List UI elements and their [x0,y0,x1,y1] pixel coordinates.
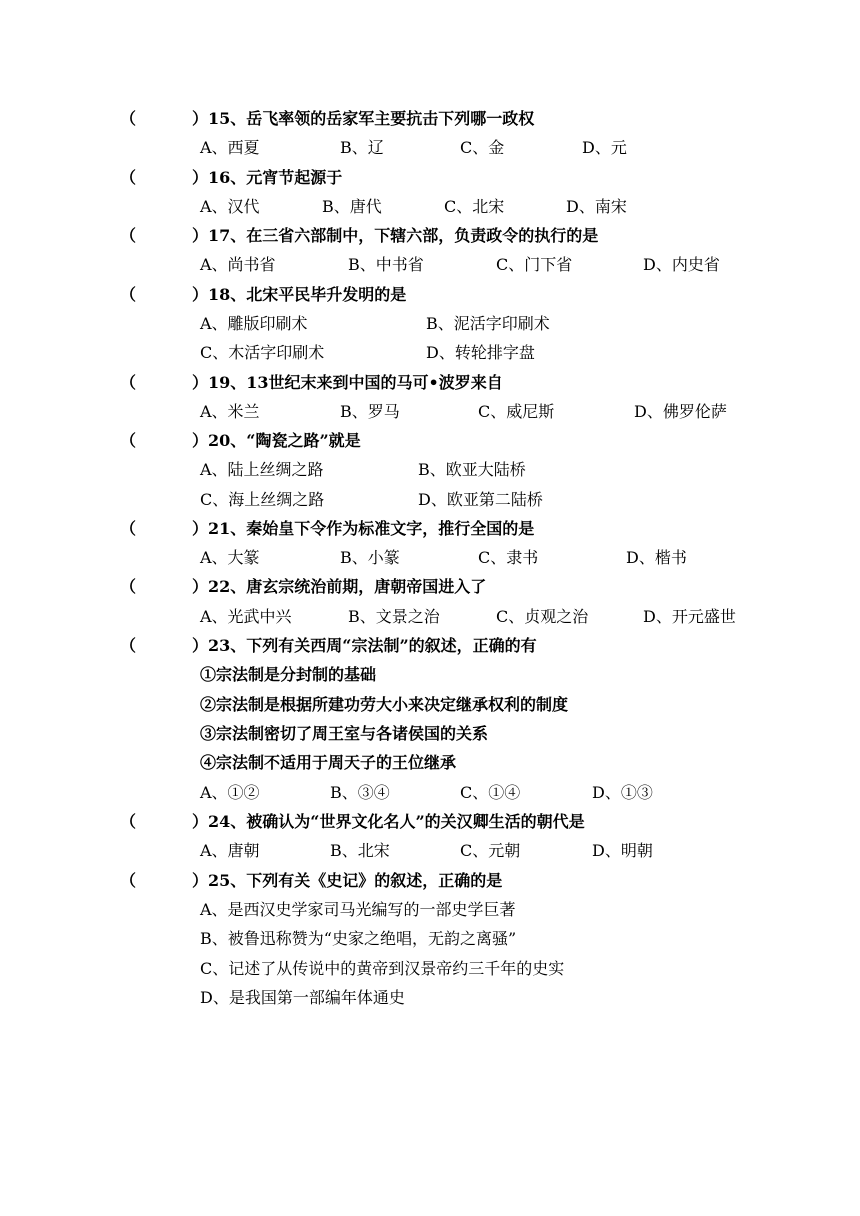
answer-paren-close: ） [192,109,209,128]
answer-paren-close: ） [192,431,209,450]
option-a: A、雕版印刷术 [200,314,308,333]
option-d: D、楷书 [626,548,687,567]
option-a: A、是西汉史学家司马光编写的一部史学巨著 [200,900,516,919]
options-row [0,925,860,953]
option-a: A、大篆 [200,548,260,567]
option-b: B、小篆 [340,548,400,567]
option-b: B、中书省 [348,255,424,274]
option-b: B、罗马 [340,402,400,421]
question-text: 20、“陶瓷之路”就是 [208,431,361,450]
question-text: 19、13世纪末来到中国的马可•波罗来自 [208,373,503,392]
question-line [0,427,860,455]
question-text: 21、秦始皇下令作为标准文字，推行全国的是 [208,519,535,538]
option-c: C、①④ [460,783,521,802]
options-row [0,251,860,279]
statement-line [0,720,860,748]
statement-line [0,691,860,719]
options-row [0,486,860,514]
question-text: 25、下列有关《史记》的叙述，正确的是 [208,871,503,890]
options-row [0,544,860,572]
option-b: B、唐代 [322,197,382,216]
answer-paren-close: ） [192,812,209,831]
option-d: D、欧亚第二陆桥 [418,490,543,509]
answer-paren-close: ） [192,373,209,392]
options-row [0,837,860,865]
option-d: D、①③ [592,783,653,802]
option-c: C、门下省 [496,255,573,274]
question-text: 18、北宋平民毕升发明的是 [208,285,407,304]
question-line [0,808,860,836]
option-d: D、佛罗伦萨 [634,402,727,421]
answer-paren-close: ） [192,168,209,187]
answer-paren-close: ） [192,636,209,655]
statement-line [0,749,860,777]
answer-paren-open: （ [120,226,137,245]
option-d: D、是我国第一部编年体通史 [200,988,405,1007]
statement-4: ④宗法制不适用于周天子的王位继承 [200,753,457,772]
question-line [0,105,860,133]
question-line [0,632,860,660]
option-a: A、唐朝 [200,841,260,860]
option-b: B、辽 [340,138,384,157]
question-text: 15、岳飞率领的岳家军主要抗击下列哪一政权 [208,109,535,128]
options-row [0,779,860,807]
question-line [0,369,860,397]
question-line [0,573,860,601]
answer-paren-close: ） [192,871,209,890]
option-c: C、记述了从传说中的黄帝到汉景帝约三千年的史实 [200,959,565,978]
option-a: A、光武中兴 [200,607,292,626]
question-text: 16、元宵节起源于 [208,168,343,187]
option-d: D、元 [582,138,627,157]
option-d: D、开元盛世 [643,607,736,626]
answer-paren-open: （ [120,109,137,128]
statement-line [0,661,860,689]
option-d: D、内史省 [643,255,720,274]
option-b: B、文景之治 [348,607,440,626]
question-line [0,164,860,192]
statement-1: ①宗法制是分封制的基础 [200,665,377,684]
answer-paren-open: （ [120,431,137,450]
question-line [0,867,860,895]
options-row [0,456,860,484]
options-row [0,955,860,983]
question-text: 23、下列有关西周“宗法制”的叙述，正确的有 [208,636,537,655]
question-text: 24、被确认为“世界文化名人”的关汉卿生活的朝代是 [208,812,585,831]
statement-2: ②宗法制是根据所建功劳大小来决定继承权利的制度 [200,695,569,714]
options-row [0,896,860,924]
option-a: A、西夏 [200,138,260,157]
answer-paren-open: （ [120,519,137,538]
option-b: B、欧亚大陆桥 [418,460,526,479]
answer-paren-close: ） [192,577,209,596]
question-text: 17、在三省六部制中，下辖六部，负责政令的执行的是 [208,226,599,245]
option-c: C、威尼斯 [478,402,555,421]
option-c: C、隶书 [478,548,539,567]
option-c: C、贞观之治 [496,607,589,626]
answer-paren-close: ） [192,519,209,538]
question-line [0,281,860,309]
answer-paren-open: （ [120,168,137,187]
option-c: C、元朝 [460,841,521,860]
options-row [0,603,860,631]
answer-paren-open: （ [120,285,137,304]
options-row [0,193,860,221]
options-row [0,984,860,1012]
question-line [0,222,860,250]
option-a: A、陆上丝绸之路 [200,460,324,479]
option-a: A、汉代 [200,197,260,216]
answer-paren-open: （ [120,812,137,831]
option-c: C、海上丝绸之路 [200,490,325,509]
answer-paren-open: （ [120,577,137,596]
answer-paren-open: （ [120,636,137,655]
question-line [0,515,860,543]
option-c: C、北宋 [444,197,505,216]
answer-paren-open: （ [120,871,137,890]
options-row [0,339,860,367]
answer-paren-close: ） [192,226,209,245]
statement-3: ③宗法制密切了周王室与各诸侯国的关系 [200,724,489,743]
option-b: B、泥活字印刷术 [426,314,550,333]
option-b: B、被鲁迅称赞为“史家之绝唱，无韵之离骚” [200,929,517,948]
option-c: C、木活字印刷术 [200,343,325,362]
option-c: C、金 [460,138,505,157]
answer-paren-close: ） [192,285,209,304]
option-b: B、③④ [330,783,390,802]
option-d: D、明朝 [592,841,653,860]
option-a: A、①② [200,783,260,802]
option-d: D、转轮排字盘 [426,343,535,362]
options-row [0,310,860,338]
option-a: A、尚书省 [200,255,276,274]
option-b: B、北宋 [330,841,390,860]
option-a: A、米兰 [200,402,260,421]
question-text: 22、唐玄宗统治前期，唐朝帝国进入了 [208,577,487,596]
options-row [0,134,860,162]
answer-paren-open: （ [120,373,137,392]
options-row [0,398,860,426]
option-d: D、南宋 [566,197,627,216]
